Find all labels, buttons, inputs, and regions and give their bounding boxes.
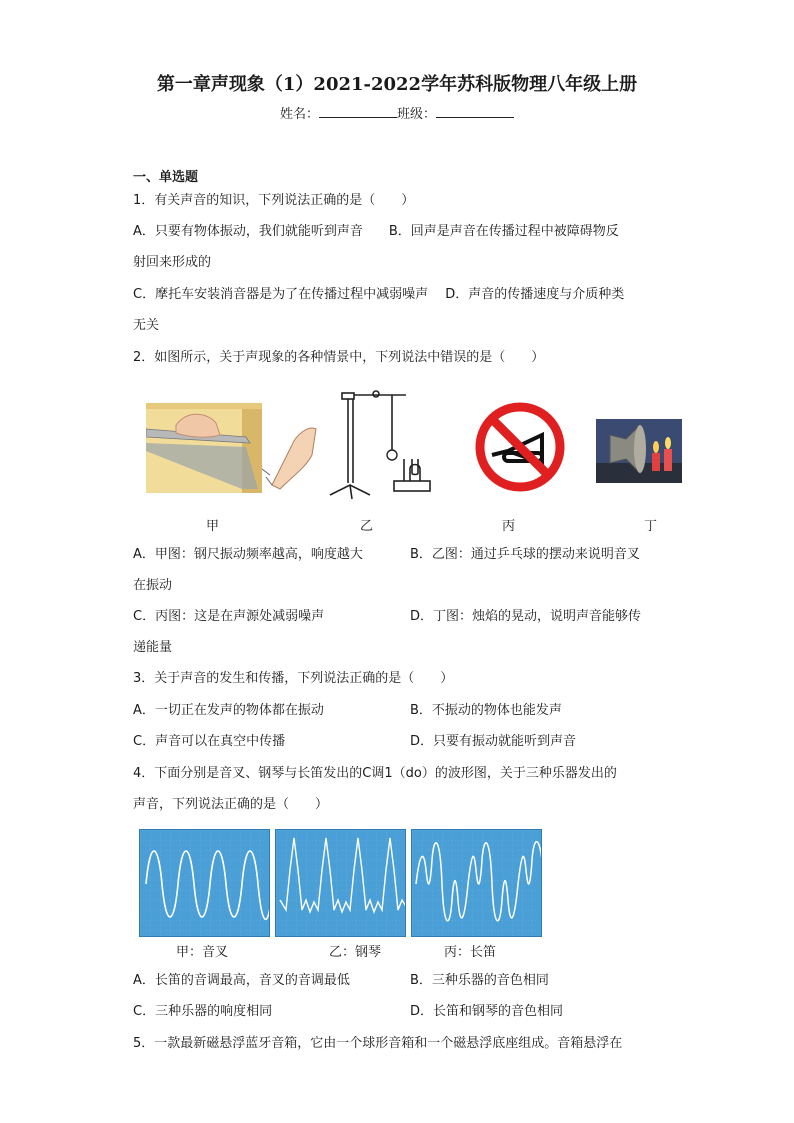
q1-line-2: 射回来形成的 bbox=[133, 255, 212, 270]
q2-option-a: A．甲图：钢尺振动频率越高，响度越大 bbox=[133, 547, 363, 562]
q4-option-c: C．三种乐器的响度相同 bbox=[133, 1004, 273, 1019]
waveform-piano bbox=[275, 829, 406, 937]
name-label: 姓名： bbox=[279, 107, 319, 122]
figure-label-ding: 丁 bbox=[644, 519, 658, 534]
q1-line-3: C．摩托车安装消音器是为了在传播过程中减弱噪声 D．声音的传播速度与介质种类 bbox=[133, 287, 625, 302]
q2-option-d-cont: 递能量 bbox=[133, 640, 173, 655]
name-blank[interactable] bbox=[319, 105, 397, 118]
q3-option-d: D．只要有振动就能听到声音 bbox=[410, 734, 577, 749]
figure-jia-ruler-image bbox=[146, 403, 262, 493]
q4-stem: 4．下面分别是音叉、钢琴与长笛发出的C调1（do）的波形图，关于三种乐器发出的 bbox=[133, 766, 617, 781]
figure-label-bing: 丙 bbox=[502, 519, 516, 534]
figure-label-yi: 乙 bbox=[360, 519, 374, 534]
q3-stem: 3．关于声音的发生和传播，下列说法正确的是（ ） bbox=[133, 671, 454, 686]
q2-option-c: C．丙图：这是在声源处减弱噪声 bbox=[133, 609, 325, 624]
page-title: 第一章声现象（1）2021-2022学年苏科版物理八年级上册 bbox=[156, 74, 638, 95]
q4-option-d: D．长笛和钢琴的音色相同 bbox=[410, 1004, 564, 1019]
class-blank[interactable] bbox=[436, 105, 514, 118]
waveform-label-piano: 乙：钢琴 bbox=[329, 945, 382, 960]
q1-stem: 1．有关声音的知识，下列说法正确的是（ ） bbox=[133, 193, 415, 208]
q4-option-b: B．三种乐器的音色相同 bbox=[410, 973, 549, 988]
q2-stem: 2．如图所示，关于声现象的各种情景中，下列说法中错误的是（ ） bbox=[133, 350, 545, 365]
q5-stem: 5．一款最新磁悬浮蓝牙音箱，它由一个球形音箱和一个磁悬浮底座组成。音箱悬浮在 bbox=[133, 1036, 623, 1051]
q2-option-d: D．丁图：烛焰的晃动，说明声音能够传 bbox=[410, 609, 642, 624]
figure-bing-no-horn-sign bbox=[472, 401, 568, 493]
q1-line-1: A．只要有物体振动，我们就能听到声音 B．回声是声音在传播过程中被障碍物反 bbox=[133, 224, 619, 239]
q2-option-b: B．乙图：通过乒乓球的摆动来说明音叉 bbox=[410, 547, 640, 562]
figure-ding-speaker-candle-image bbox=[596, 419, 682, 483]
figure-yi-tuning-fork-image bbox=[326, 383, 444, 503]
waveform-tuning-fork bbox=[139, 829, 270, 937]
q4-option-a: A．长笛的音调最高，音叉的音调最低 bbox=[133, 973, 350, 988]
waveform-label-flute: 丙：长笛 bbox=[444, 945, 497, 960]
q3-option-b: B．不振动的物体也能发声 bbox=[410, 703, 562, 718]
figure-jia-hand-image bbox=[262, 415, 320, 493]
waveform-label-tuning-fork: 甲：音叉 bbox=[176, 945, 229, 960]
q4-stem-cont: 声音，下列说法正确的是（ ） bbox=[133, 797, 329, 812]
class-label: 班级： bbox=[397, 107, 437, 122]
q2-option-b-cont: 在振动 bbox=[133, 578, 173, 593]
figure-label-jia: 甲 bbox=[206, 519, 220, 534]
q1-line-4: 无关 bbox=[133, 318, 160, 333]
waveform-flute bbox=[411, 829, 542, 937]
q3-option-a: A．一切正在发声的物体都在振动 bbox=[133, 703, 324, 718]
student-info-line bbox=[0, 103, 794, 122]
section-heading: 一、单选题 bbox=[133, 170, 199, 185]
q3-option-c: C．声音可以在真空中传播 bbox=[133, 734, 286, 749]
